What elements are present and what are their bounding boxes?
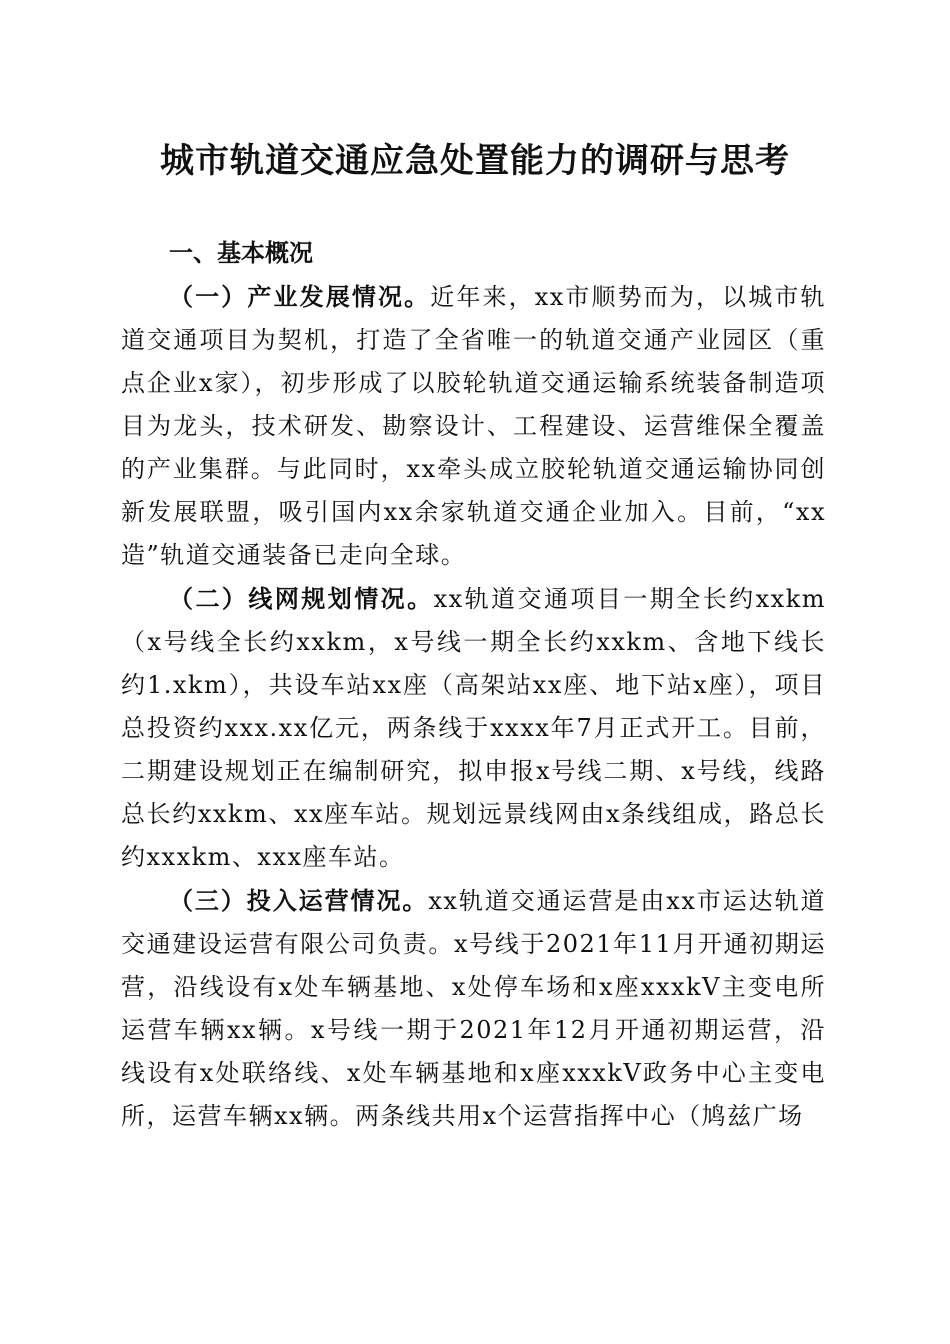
section-heading: 一、基本概况 [169, 239, 313, 267]
paragraph-lead: （二）线网规划情况。 [169, 584, 434, 613]
paragraph-lead: （一）产业发展情况。 [169, 282, 431, 311]
paragraph-text: xx轨道交通运营是由xx市运达轨道交通建设运营有限公司负责。x号线于2021年11月开通初期运营，沿线设有x处车辆基地、x处停车场和x座xxxkV主变电所运营车辆xx辆。x号线一期于2021年12月开通初期运营，沿线设有x处联络线、x处车辆基地和x座xxxkV政务中心主变电所，运营车辆xx辆。两条线共用x个运营指挥中心（鸠兹广场 [121, 887, 827, 1130]
paragraph-industry-development [121, 275, 826, 577]
paragraph-operations [121, 879, 826, 1138]
paragraph-text: xx轨道交通项目一期全长约xxkm（x号线全长约xxkm，x号线一期全长约xxkm、含地下线长约1.xkm），共设车站xx座（高架站xx座、地下站x座），项目总投资约xxx.xx亿元，两条线于xxxx年7月正式开工。目前，二期建设规划正在编制研究，拟申报x号线二期、x号线，线路总长约xxkm、xx座车站。规划远景线网由x条线组成，路总长约xxxkm、xxx座车站。 [121, 585, 826, 871]
document-body [121, 232, 826, 1138]
paragraph-network-planning [121, 577, 826, 879]
paragraph-lead: （三）投入运营情况。 [169, 886, 429, 915]
document-title: 城市轨道交通应急处置能力的调研与思考 [160, 141, 790, 181]
paragraph-text: 近年来，xx市顺势而为，以城市轨道交通项目为契机，打造了全省唯一的轨道交通产业园区（重点企业x家），初步形成了以胶轮轨道交通运输系统装备制造项目为龙头，技术研发、勘察设计、工程建设、运营维保全覆盖的产业集群。与此同时，xx牵头成立胶轮轨道交通运输协同创新发展联盟，吸引国内xx余家轨道交通企业加入。目前，“xx造”轨道交通装备已走向全球。 [121, 283, 826, 569]
